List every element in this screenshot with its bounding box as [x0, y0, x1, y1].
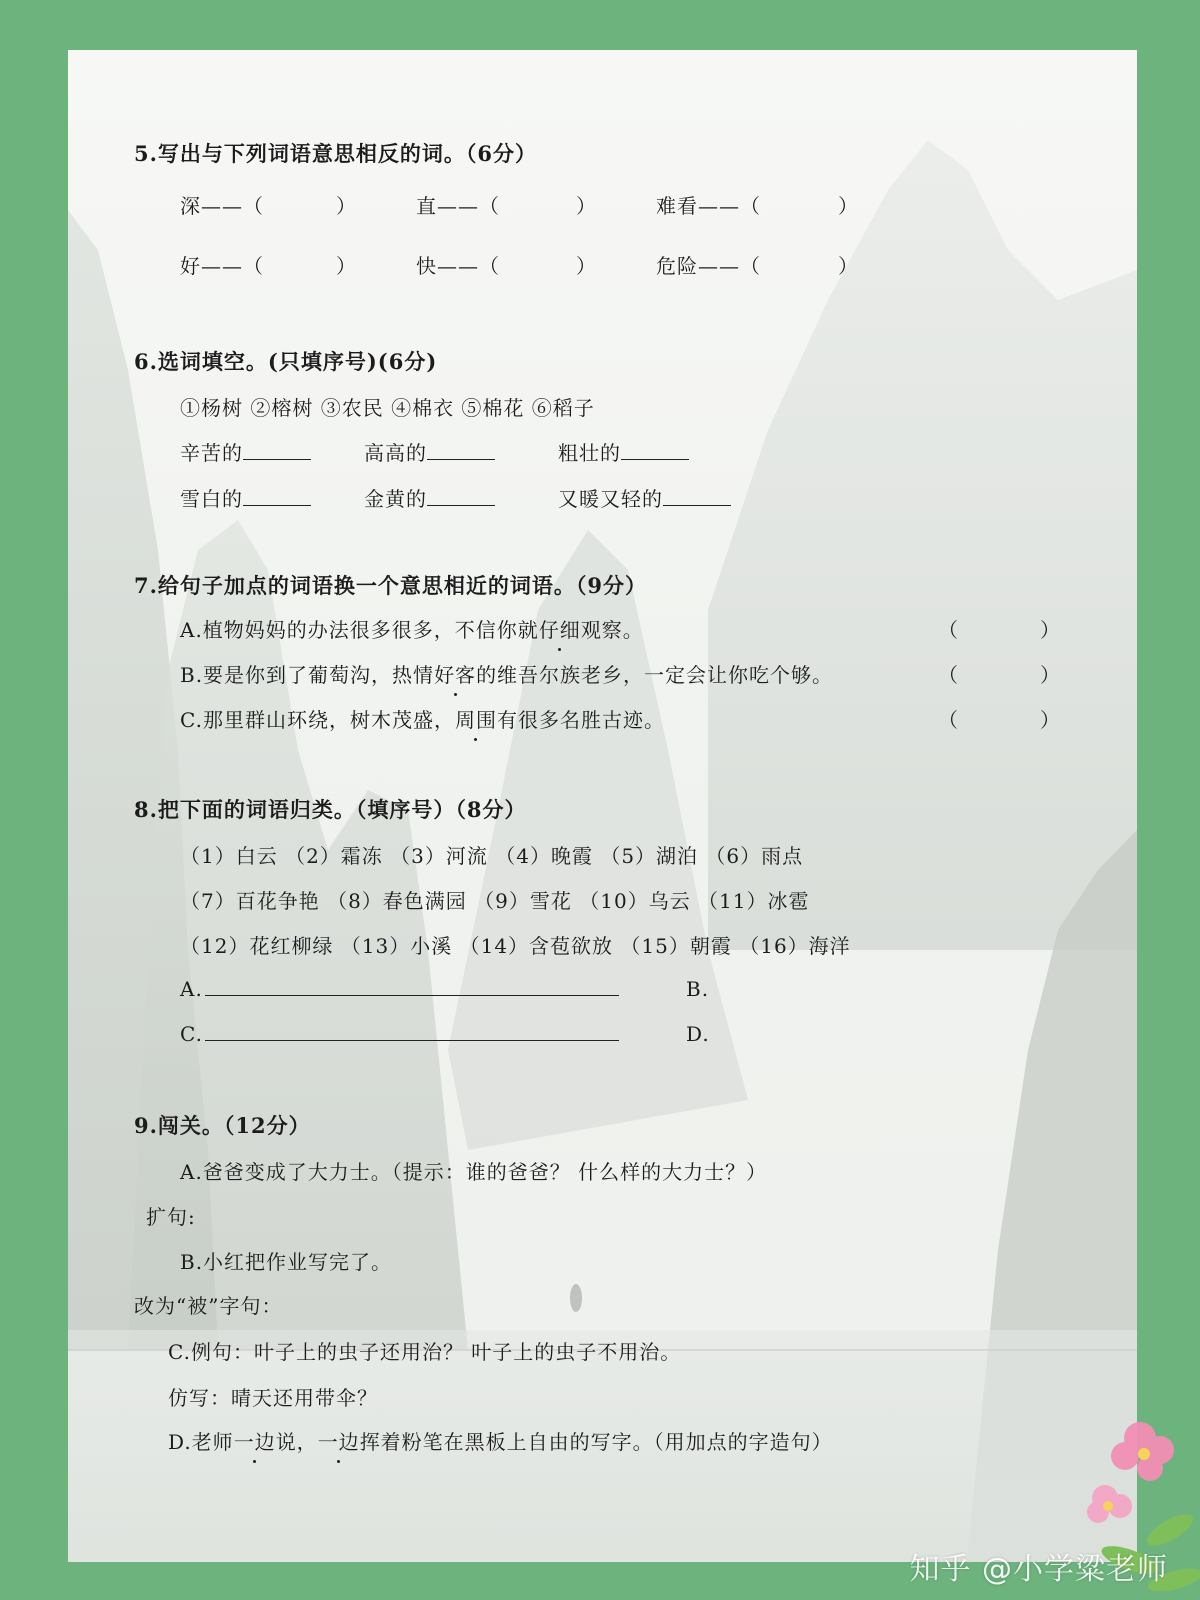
q5-item-1-close: ） [336, 194, 356, 218]
q7-sentence-a: A.植物妈妈的办法很多很多，不信你就仔细观察。 [180, 614, 644, 643]
q6-blank-2: 高高的 [364, 437, 495, 466]
q9-part-b: B.小红把作业写完了。 [180, 1250, 393, 1274]
q7-b-answer-close: ） [1040, 663, 1060, 687]
q8-category-b: B. [686, 977, 710, 1001]
q5-item-6-close: ） [838, 254, 858, 278]
q8-category-a: A. [180, 977, 619, 1001]
q6-blank-3: 粗壮的 [558, 437, 689, 466]
q9-part-a: A.爸爸变成了大力士。（提示：谁的爸爸？ 什么样的大力士？） [180, 1160, 768, 1184]
q5-item-3-close: ） [838, 194, 858, 218]
q5-item-4-close: ） [336, 254, 356, 278]
q6-heading: 6.选词填空。(只填序号)(6分) [134, 349, 438, 374]
q9-d-dotted-word-2: 一边 [318, 1426, 360, 1455]
q5-item-6: 危险——（ [656, 254, 761, 278]
q5-item-2-close: ） [576, 194, 596, 218]
q5-item-5-close: ） [576, 254, 596, 278]
q5-item-1: 深——（ [180, 194, 264, 218]
worksheet-page [68, 50, 1137, 1562]
q8-heading: 8.把下面的词语归类。（填序号）（8分） [134, 797, 527, 822]
q7-a-answer-close: ） [1040, 618, 1060, 642]
q6-options: ①杨树 ②榕树 ③农民 ④棉衣 ⑤棉花 ⑥稻子 [180, 396, 595, 420]
q6-blank-6: 又暖又轻的 [558, 483, 731, 512]
q7-heading: 7.给句子加点的词语换一个意思相近的词语。（9分） [134, 573, 648, 598]
q7-a-dotted-word: 仔细 [539, 614, 581, 643]
q5-item-3: 难看——（ [656, 194, 761, 218]
q5-item-5: 快——（ [416, 254, 500, 278]
q9-d-dotted-word-1: 一边 [234, 1426, 276, 1455]
q7-b-answer-open: （ [938, 663, 958, 687]
q7-sentence-c: C.那里群山环绕，树木茂盛，周围有很多名胜古迹。 [180, 704, 665, 733]
q6-blank-4: 雪白的 [180, 483, 311, 512]
q7-b-dotted-word: 好客 [434, 659, 476, 688]
q9-part-b-label: 改为“被”字句： [134, 1294, 283, 1318]
q7-a-answer-open: （ [938, 618, 958, 642]
q9-heading: 9.闯关。（12分） [134, 1113, 311, 1138]
watermark-text: 知乎 @小学粱老师 [909, 1552, 1168, 1587]
q7-c-answer-open: （ [938, 708, 958, 732]
q7-c-dotted-word: 周围 [455, 704, 497, 733]
q6-blank-5: 金黄的 [364, 483, 495, 512]
q9-part-a-label: 扩句: [146, 1205, 196, 1229]
q8-category-d: D. [686, 1022, 710, 1046]
q9-part-c: C.例句：叶子上的虫子还用治？ 叶子上的虫子不用治。 [168, 1340, 682, 1364]
q6-blank-1: 辛苦的 [180, 437, 311, 466]
q9-part-d: D.老师一边说，一边挥着粉笔在黑板上自由的写字。（用加点的字造句） [168, 1426, 833, 1455]
q5-item-4: 好——（ [180, 254, 264, 278]
q8-word-row-1: （1）白云 （2）霜冻 （3）河流 （4）晚霞 （5）湖泊 （6）雨点 [180, 844, 804, 868]
q9-part-c-label: 仿写：晴天还用带伞？ [168, 1386, 378, 1410]
q5-item-2: 直——（ [416, 194, 500, 218]
q7-c-answer-close: ） [1040, 708, 1060, 732]
q8-word-row-3: （12）花红柳绿 （13）小溪 （14）含苞欲放 （15）朝霞 （16）海洋 [180, 934, 851, 958]
q8-category-c: C. [180, 1022, 619, 1046]
q7-sentence-b: B.要是你到了葡萄沟，热情好客的维吾尔族老乡，一定会让你吃个够。 [180, 659, 833, 688]
q8-word-row-2: （7）百花争艳 （8）春色满园 （9）雪花 （10）乌云 （11）冰雹 [180, 889, 810, 913]
q5-heading: 5.写出与下列词语意思相反的词。（6分） [134, 141, 538, 166]
